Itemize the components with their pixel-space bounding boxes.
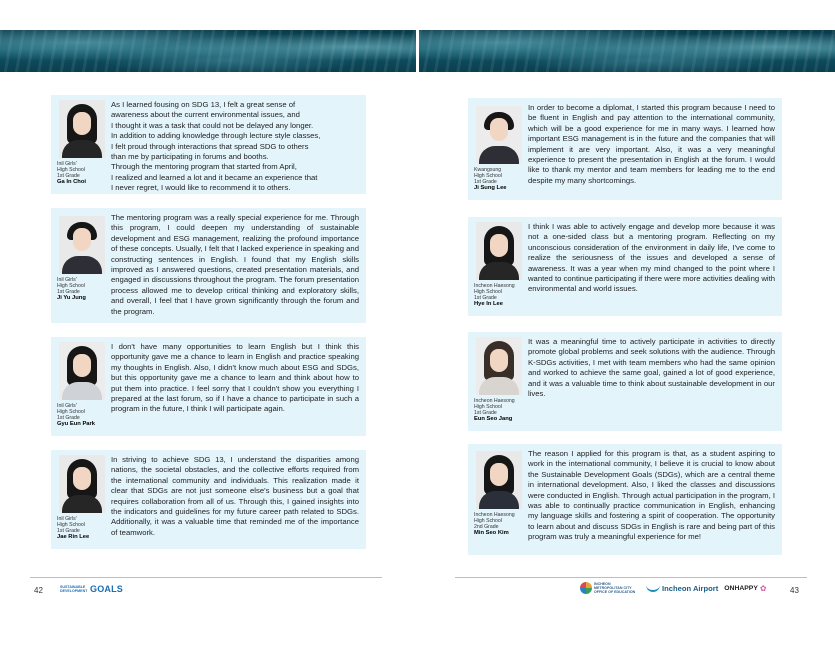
- student-profile: [51, 337, 111, 428]
- sdg-logo-small-text: SUSTAINABLE DEVELOPMENT: [60, 585, 88, 593]
- ocean-banner-right: [419, 30, 835, 72]
- student-name: Eun Seo Jang: [474, 416, 513, 422]
- testimonial-card-ji-sung-lee: [468, 98, 782, 200]
- student-name: Min Seo Kim: [474, 530, 509, 536]
- student-school: Inil Girls' High School 1st Grade: [57, 277, 85, 295]
- testimonial-text: In striving to achieve SDG 13, I understand the disparities among nations, the societal obstacles, and the collective efforts required from the international community and individuals. This realization made it clear that SDGs are not just someone else's business but a goal that requires collaboration from all of us. Through this, I gained insights into the indicators and guidelines for my future career path related to SDGs. Additionally, it was a valuable time that reminded me of the importance of teamwork.: [111, 455, 359, 537]
- onhappy-logo: [724, 584, 766, 593]
- testimonial-card-ga-in-choi: [51, 95, 366, 194]
- testimonial-card-gyu-eun-park: [51, 337, 366, 436]
- student-school: Kwangsung High School 1st Grade: [474, 167, 502, 185]
- student-school: Inil Girls' High School 1st Grade: [57, 161, 85, 179]
- testimonial-text: The mentoring program was a really special experience for me. Through this program, I could deepen my understanding of sustainable development and ESG management, realizing the profound importance of these concepts. Usually, I felt that I lacked experience in speaking and constructing sentences in English. I found that my English skills improved as I answered questions, created presentation materials, and engaged in discussions throughout the program. The forum presentation process allowed me to develop critical thinking and exploratory skills, and overall, I feel that I have grown significantly through the forum and the program.: [111, 213, 359, 316]
- partner-logos: [580, 582, 767, 595]
- student-profile: [468, 444, 528, 537]
- testimonial-card-jae-rin-lee: [51, 450, 366, 549]
- student-school: Incheon Haesong High School 1st Grade: [474, 283, 515, 301]
- student-name: Ga In Choi: [57, 179, 86, 185]
- student-photo: [476, 222, 522, 280]
- testimonial-text: In order to become a diplomat, I started this program because I need to be fluent in English and pay attention to the international community, which will be a good experience for me in many ways. I learned how important ESG management is in the future and the companies that will implement it are very important. Also, it was a very meaningful experience to present the presentation in English at the forum. I would like to thank my mentor and team members for leading me to the end despite my many shortcomings.: [528, 103, 775, 185]
- testimonial-card-hye-in-lee: [468, 217, 782, 316]
- student-photo: [476, 337, 522, 395]
- student-photo: [476, 106, 522, 164]
- student-school: Inil Girls' High School 1st Grade: [57, 516, 85, 534]
- testimonial-text: As I learned fousing on SDG 13, I felt a great sense of awareness about the current environmental issues, and I thought it was a task that could not be delayed any longer. In addition to adding knowledge through lecture style classes, I felt proud through interactions that spread SDG to others than me by participating in forums and booths. Through the mentoring program that started from April, I realized and learned a lot and it became an experience that I never regret, I would like to recommend it to others.: [111, 100, 321, 193]
- footer-divider-left: [30, 577, 382, 578]
- student-photo: [59, 216, 105, 274]
- student-profile: [51, 208, 111, 302]
- office-logo-text: INCHEON METROPOLITAN CITY OFFICE OF EDUCATION: [594, 582, 636, 595]
- student-profile: [51, 450, 111, 541]
- office-of-education-logo: [580, 582, 640, 595]
- testimonial-card-eun-seo-jang: [468, 332, 782, 431]
- student-name: Gyu Eun Park: [57, 421, 96, 427]
- testimonial-text: The reason I applied for this program is that, as a student aspiring to work in the international community, I believe it is crucial to know about the Sustainable Development Goals (SDGs), which are a central theme in international development. Also, I liked the classes and discussions were conducted in English. Through actual participation in the program, I was able to continually practice communication in English, enhancing my language skills and fostering a spirit of cooperation. The opportunity to learn about and discuss SDGs in English is rare and being part of this program was truly a meaningful experience for me!: [528, 449, 775, 542]
- student-name: Hye In Lee: [474, 301, 503, 307]
- incheon-airport-logo: [646, 584, 718, 593]
- airport-swoosh-icon: [646, 584, 660, 592]
- student-name: Ji Yu Jung: [57, 295, 86, 301]
- student-name: Ji Sung Lee: [474, 185, 507, 191]
- student-name: Jae Rin Lee: [57, 534, 90, 540]
- page-number-left: 42: [34, 586, 43, 595]
- footer-divider-right: [455, 577, 807, 578]
- student-photo: [59, 100, 105, 158]
- student-photo: [476, 451, 522, 509]
- student-profile: [468, 217, 528, 308]
- student-photo: [59, 342, 105, 400]
- sdg-logo: [60, 584, 123, 594]
- testimonial-text: It was a meaningful time to actively participate in activities to directly promote global problems and seek solutions with the audience. Through K-SDGs activities, I met with team members who had the same opinion and worked to achieve the same goal, gained a lot of good experience, and it was a valuable time to think about sustainable development in our lives.: [528, 337, 775, 399]
- airport-logo-text: Incheon Airport: [662, 583, 719, 593]
- testimonial-text: I think I was able to actively engage and develop more because it was not a one-sided class but a mentoring program. Reflecting on my unconscious consideration of the environment in daily life, I've come to realize the seriousness of the issues and developed a sense of awareness. It was a year when my mind changed to the point where I wanted to continue participating if there were more activities dealing with environmental and world issues.: [528, 222, 775, 294]
- testimonial-card-ji-yu-jung: [51, 208, 366, 323]
- testimonial-text: I don't have many opportunities to learn English but I think this opportunity gave me a chance to learn in English and practice speaking my thoughts in English. Also, I didn't know much about ESG and SDGs, but this opportunity gave me a chance to learn and think about how to put them into practice. I feel sorry that I couldn't show you everything I prepared at the last forum, so if I have a chance to participate in such a program in the future, I think I will participate again.: [111, 342, 359, 414]
- page-number-right: 43: [790, 586, 799, 595]
- student-profile: [51, 95, 111, 186]
- testimonial-card-min-seo-kim: [468, 444, 782, 555]
- flower-icon: ✿: [759, 583, 767, 593]
- sdg-logo-goals-text: GOALS: [90, 584, 124, 594]
- office-emblem-icon: [580, 582, 592, 594]
- student-profile: [468, 332, 528, 423]
- student-school: Inil Girls' High School 1st Grade: [57, 403, 85, 421]
- student-profile: [468, 98, 528, 192]
- student-school: Incheon Haesong High School 1st Grade: [474, 398, 515, 416]
- ocean-banner-left: [0, 30, 416, 72]
- student-school: Incheon Haesong High School 2nd Grade: [474, 512, 515, 530]
- student-photo: [59, 455, 105, 513]
- onhappy-logo-text: ONHAPPY: [724, 584, 758, 592]
